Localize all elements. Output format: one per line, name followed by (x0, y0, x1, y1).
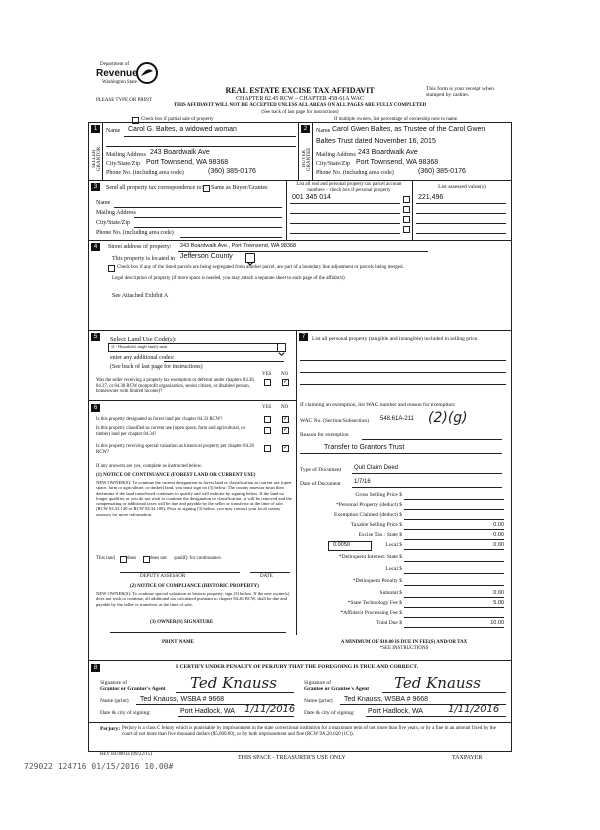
historic-text: NEW OWNER(S): To continue special valuation as historic property, sign (3) below. If the new owner(s) does not wish to continue, all additional tax calculated pursuant to chapter 84.26 RCW, shall be due and payable by the seller or transferor at the time of sale. (96, 591, 290, 607)
seller-name-value[interactable]: Carol G. Baltes, a widowed woman (128, 126, 237, 133)
calc-gross-label: Gross Selling Price $ (355, 492, 402, 498)
exemption-no-checkbox[interactable]: ✓ (283, 379, 289, 385)
type-or-print: PLEASE TYPE OR PRINT (96, 98, 152, 103)
sec5-no-header: NO (281, 372, 289, 377)
section-8-number: 8 (91, 664, 100, 672)
chevron-down-icon (278, 350, 285, 357)
grantee-signature[interactable]: Ted Knauss (394, 674, 481, 692)
grantee-city-value[interactable]: Port Hadlock, WA (368, 708, 423, 715)
grantor-sig-label-1: Signature of (100, 680, 128, 686)
continuance-title: (1) NOTICE OF CONTINUANCE (FOREST LAND OR CURRENT USE) (96, 473, 256, 478)
grantor-city-value[interactable]: Port Hadlock, WA (180, 708, 235, 715)
multiple-owners-note: If multiple owners, list percentage of ownership next to name. (334, 117, 459, 122)
buyer-city-label: City/State/Zip (316, 161, 350, 167)
forest-question: Is this property designated as forest land per chapter 84.33 RCW? (96, 417, 223, 422)
doc-type-label: Type of Document (300, 467, 342, 473)
calc-local-label: Local $ (385, 542, 402, 548)
revision-label: REV 84 0001a (09/22/15) (100, 752, 152, 757)
sec3-city-label: City/State/Zip (96, 220, 130, 226)
if-yes-instruction: If any answers are yes, complete as instructed below. (96, 464, 203, 469)
calc-subtotal-value[interactable]: 0.00 (493, 590, 504, 596)
personal-property-label: List all personal property (tangible and intangible) included in selling price. (312, 336, 479, 342)
calc-taxable-label: Taxable Selling Price $ (350, 522, 402, 528)
calc-state-value[interactable]: 0.00 (493, 532, 504, 538)
grantee-date-label: Date & city of signing: (304, 710, 355, 716)
grantee-name-label: Name (print) (304, 698, 333, 704)
county-dropdown[interactable] (245, 253, 255, 263)
section-6-number: 6 (91, 404, 100, 412)
chapter-line: CHAPTER 82.45 RCW – CHAPTER 458-61A WAC (236, 96, 364, 102)
seller-mailing-value[interactable]: 243 Boardwalk Ave (150, 149, 210, 156)
doc-date-label: Date of Document (300, 481, 341, 487)
calc-total-value[interactable]: 10.00 (490, 620, 504, 626)
parcel-3-personal-checkbox[interactable] (403, 216, 410, 223)
section-1-number: 1 (91, 125, 100, 133)
calc-exemption-label: Exemption Claimed (deduct) $ (334, 512, 402, 518)
grantor-sig-label-2: Grantor or Grantor's Agent (100, 686, 166, 692)
receipt-note: This form is your receipt when stamped by cashier. (426, 86, 494, 99)
qualify-label: qualify for continuance. (174, 556, 222, 561)
legal-description-label: Legal description of property (if more space is needed, you may attach a separate sheet to each page of the affidavit) (112, 276, 345, 281)
calc-tech-fee-label: *State Technology Fee $ (347, 600, 402, 606)
section-7-number: 7 (299, 333, 308, 341)
minimum-due-note: A MINIMUM OF $10.00 IS DUE IN FEE(S) AND/OR TAX (340, 640, 468, 645)
buyer-name-value-line1[interactable]: Carol Gwen Baltes, as Trustee of the Carol Gwen (332, 126, 486, 133)
calc-affidavit-fee-label: *Affidavit Processing Fee $ (340, 610, 402, 616)
grantee-sig-label-1: Signature of (304, 680, 332, 686)
calc-subtotal-label: Subtotal $ (379, 590, 402, 596)
land-does-checkbox[interactable] (120, 556, 127, 563)
grantee-date-value[interactable]: 1/11/2016 (448, 704, 500, 715)
calc-total-label: Total Due $ (376, 620, 402, 626)
current-use-question: Is this property classified as current use (open space, farm and agricultural, or timber) land per chapter 84.34? (96, 426, 246, 437)
see-attached[interactable]: See Attached Exhibit A (112, 293, 169, 299)
historic-no-checkbox[interactable]: ✓ (283, 445, 289, 451)
perjury-label: Perjury: (100, 726, 121, 732)
sec3-mailing-label: Mailing Address (96, 210, 136, 216)
exemption-claim-label: If claiming an exemption, list WAC number and reason for exemption: (300, 402, 456, 408)
local-rate-box[interactable] (328, 541, 372, 551)
grantor-signature[interactable]: Ted Knauss (190, 674, 277, 692)
calc-del-interest-label: *Delinquent Interest: State $ (338, 554, 402, 560)
see-instructions-note: *SEE INSTRUCTIONS (379, 646, 429, 651)
historic-question: Is this property receiving special valuation as historical property per chapter 84.26 RCW? (96, 444, 254, 455)
historic-yes-checkbox[interactable] (264, 445, 271, 452)
local-rate-value: 0.0050 (333, 542, 350, 548)
seller-city-label: City/State/Zip (106, 161, 140, 167)
grantee-sig-label-2: Grantee or Grantee's Agent (304, 686, 370, 692)
treasurer-use-label: THIS SPACE - TREASURER'S USE ONLY (238, 755, 346, 761)
deputy-assessor-label: DEPUTY ASSESSOR (140, 574, 186, 579)
current-use-yes-checkbox[interactable] (264, 427, 271, 434)
doc-type-value[interactable]: Quit Claim Deed (354, 465, 399, 471)
dor-line2: Revenue (96, 68, 138, 79)
seller-phone-label: Phone No. (including area code) (106, 170, 184, 176)
grantor-date-value[interactable]: 1/11/2016 (244, 704, 296, 715)
seller-city-value[interactable]: Port Townsend, WA 98368 (146, 159, 229, 166)
parcel-1-personal-checkbox[interactable] (403, 196, 410, 203)
seller-side-label: SELLER GRANTOR (92, 146, 102, 172)
print-name-label: PRINT NAME (162, 640, 194, 645)
exemption-yes-checkbox[interactable] (264, 379, 271, 386)
sec3-phone-label: Phone No. (including area code) (96, 230, 174, 236)
buyer-name-label: Name (316, 128, 331, 134)
grantor-date-label: Date & city of signing: (100, 710, 151, 716)
parcel-header: List all real and personal property tax parcel account numbers – check box if personal property (296, 182, 402, 193)
wac-label: WAC No. (Section/Subsection) (300, 418, 369, 424)
dor-line1: Department of (100, 62, 130, 67)
does-not-label: does not (150, 556, 167, 561)
sec3-name-label: Name (96, 200, 111, 206)
assessed-header: List assessed value(s) (438, 184, 486, 190)
land-use-see-back: (See back of last page for instructions) (110, 364, 203, 370)
seller-name-label: Name (106, 128, 121, 134)
section-2-number: 2 (301, 125, 310, 133)
land-does-not-checkbox[interactable] (143, 556, 150, 563)
segregated-checkbox[interactable] (108, 265, 115, 272)
wac-handwritten: (2)(g) (428, 410, 468, 426)
calc-del-local-label: Local $ (385, 566, 402, 572)
buyer-mailing-value[interactable]: 243 Boardwalk Ave (358, 149, 418, 156)
county-value[interactable]: Jefferson County (180, 253, 233, 260)
buyer-side-label: BUYER GRANTEE (302, 147, 312, 171)
street-address-label: Street address of property: (108, 244, 172, 250)
assessor-date-label: DATE (260, 574, 273, 579)
send-correspondence-label: Send all property tax correspondence to: (106, 185, 204, 191)
segregated-label: Check box if any of the listed parcels are being segregated from another parcel, are part of a boundary line adjustment or parcels being merged. (117, 265, 404, 270)
land-use-select[interactable] (108, 343, 286, 352)
grantee-name-value[interactable]: Ted Knauss, WSBA # 9668 (344, 696, 429, 703)
calc-local-value[interactable]: 0.00 (493, 542, 504, 548)
parcel-2-personal-checkbox[interactable] (403, 206, 410, 213)
parcel-4-personal-checkbox[interactable] (403, 226, 410, 233)
historic-title: (2) NOTICE OF COMPLIANCE (HISTORIC PROPERTY) (130, 584, 259, 589)
additional-codes-label: enter any additional codes: (110, 355, 175, 361)
same-as-buyer-checkbox[interactable] (203, 185, 210, 192)
grantor-name-label: Name (print) (100, 698, 129, 704)
sec5-yes-header: YES (262, 372, 272, 377)
perjury-text: Perjury is a class C felony which is punishable by imprisonment in the state correctional institution for a maximum term of not more than five years, or by a fine in an amount fixed by the court of not more than five thousand dollars ($5,000.00), or by both imprisonment and fine (RCW 9A.20.020 (1C)). (122, 726, 496, 737)
calc-tech-fee-value[interactable]: 5.00 (493, 600, 504, 606)
partial-sale-label: Check box if partial sale of property (141, 117, 214, 122)
continuance-text: NEW OWNER(S): To continue the current designation as forest land or classification as current use (open space, farm or agriculture, or timber) land, you must sign on (3) below. The county assessor must then determine if the land transferred continues to qualify and will indicate by signing below. If the land no longer qualifies or you do not wish to continue the designation or classification, it will be removed and the compensating or additional taxes will be due and payable by the seller or transferor at the time of sale. (RCW 84.33.140 or RCW 84.34.108). Prior to signing (3) below, you may contact your local county assessor for more information. (96, 480, 292, 517)
street-address-value[interactable]: 243 Boardwalk Ave., Port Townsend, WA 98368 (180, 243, 297, 249)
dor-line3: Washington State (102, 80, 138, 85)
buyer-phone-label: Phone No. (including area code) (316, 170, 394, 176)
owner-signature-label: (3) OWNER(S) SIGNATURE (150, 620, 214, 625)
wac-value[interactable]: 548.61A-211 (380, 416, 414, 422)
reason-label: Reason for exemption (300, 432, 349, 438)
current-use-no-checkbox[interactable]: ✓ (283, 427, 289, 433)
sec6-yes-header: YES (262, 405, 272, 410)
buyer-city-value[interactable]: Port Townsend, WA 98368 (356, 159, 439, 166)
dor-logo-icon (136, 62, 158, 84)
forest-yes-checkbox[interactable] (264, 416, 271, 423)
section-4-number: 4 (91, 243, 100, 251)
receipt-stamp: 729022 124716 01/15/2016 10.00# (24, 762, 174, 771)
does-label: does (127, 556, 137, 561)
buyer-phone-value[interactable]: (360) 385-0176 (418, 168, 466, 175)
section-3-number: 3 (91, 183, 100, 191)
assessed-value[interactable]: 221,496 (418, 194, 444, 201)
this-land-label: This land (96, 556, 115, 561)
land-use-label: Select Land Use Code(s): (110, 336, 177, 343)
calc-personal-label: *Personal Property (deduct) $ (336, 502, 402, 508)
seller-mailing-label: Mailing Address (106, 152, 146, 158)
certify-statement: I CERTIFY UNDER PENALTY OF PERJURY THAT THE FOREGOING IS TRUE AND CORRECT. (176, 664, 419, 670)
buyer-mailing-label: Mailing Address (316, 152, 356, 158)
forest-no-checkbox[interactable]: ✓ (283, 416, 289, 422)
calc-penalty-label: *Delinquent Penalty $ (352, 578, 402, 584)
sec6-no-header: NO (281, 405, 289, 410)
land-use-value: 11 - Household, single family units (111, 344, 168, 349)
seller-phone-value[interactable]: (360) 385-0176 (208, 168, 256, 175)
parcel-number[interactable]: 001 345 014 (292, 194, 331, 201)
exemption-question: Was the seller receiving a property tax exemption or deferral under chapters 84.36, 84.37, or 84.38 RCW (nonprofit organization, senior citizen, or disabled person, homeowner with limited income)? (96, 378, 255, 395)
reason-value[interactable]: Transfer to Grantors Trust (324, 444, 405, 451)
calc-taxable-value[interactable]: 0.00 (493, 522, 504, 528)
same-as-buyer-label: Same as Buyer/Grantee (211, 185, 268, 191)
section-5-number: 5 (91, 333, 100, 341)
see-back-line: (See back of last page for instructions) (261, 110, 339, 115)
calc-state-label: Excise Tax : State $ (358, 532, 402, 538)
doc-date-value[interactable]: 1/7/16 (354, 479, 371, 485)
warning-line: THIS AFFIDAVIT WILL NOT BE ACCEPTED UNLESS ALL AREAS ON ALL PAGES ARE FULLY COMPLETED (173, 103, 427, 108)
form-title: REAL ESTATE EXCISE TAX AFFIDAVIT (225, 86, 375, 95)
located-in-label: This property is located in (112, 256, 175, 262)
buyer-name-value-line2[interactable]: Baltes Trust dated November 16, 2015 (316, 138, 436, 145)
grantor-name-value[interactable]: Ted Knauss, WSBA # 9668 (140, 696, 225, 703)
taxpayer-label: TAXPAYER (452, 755, 483, 761)
